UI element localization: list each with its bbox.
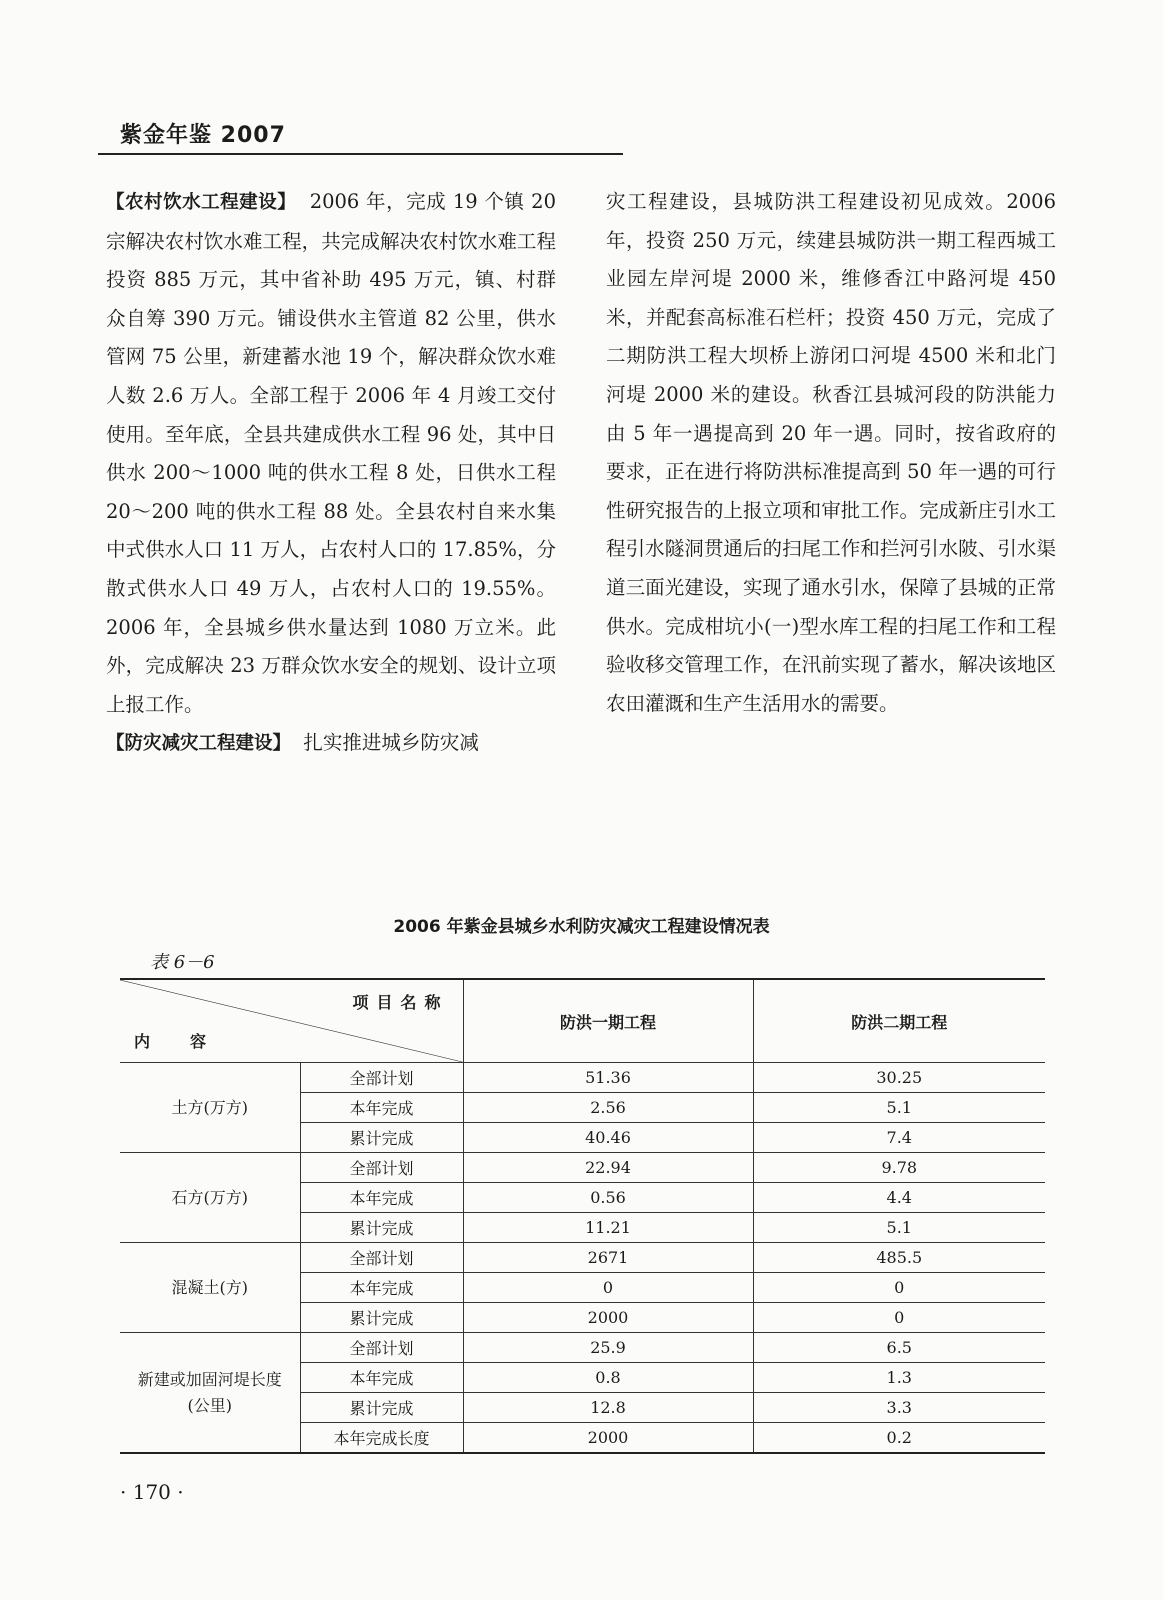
table-row [120,1333,1045,1363]
phase1-value-cell: 25.9 [463,1333,753,1363]
paragraph-disaster-prevention [106,724,556,764]
right-column [606,183,1056,723]
phase2-value-cell: 0 [753,1273,1045,1303]
phase2-value-cell: 3.3 [753,1393,1045,1423]
phase1-value-cell: 0.56 [463,1183,753,1213]
phase1-value-cell: 2000 [463,1303,753,1333]
phase1-value-cell: 40.46 [463,1123,753,1153]
category-cell [120,1333,300,1454]
phase1-value-cell: 11.21 [463,1213,753,1243]
item-cell: 本年完成长度 [300,1423,463,1454]
item-cell: 累计完成 [300,1123,463,1153]
table-row [120,1153,1045,1183]
table-header-row [120,979,1045,1063]
phase2-value-cell: 5.1 [753,1213,1045,1243]
item-cell: 累计完成 [300,1213,463,1243]
yearbook-header: 紫金年鉴 2007 [120,123,286,148]
section-title-disaster-prevention: 【防灾减灾工程建设】 [106,733,292,755]
phase2-value-cell: 0 [753,1303,1045,1333]
phase2-value-cell: 30.25 [753,1063,1045,1093]
phase1-value-cell: 22.94 [463,1153,753,1183]
corner-label-item-name: 项目名称 [352,993,449,1012]
phase2-value-cell: 0.2 [753,1423,1045,1454]
table-row [120,1063,1045,1093]
phase1-value-cell: 2000 [463,1423,753,1454]
item-cell: 累计完成 [300,1303,463,1333]
phase2-value-cell: 485.5 [753,1243,1045,1273]
diagonal-corner-cell [120,979,463,1063]
table-title: 2006 年紫金县城乡水利防灾减灾工程建设情况表 [393,917,770,937]
item-cell: 本年完成 [300,1363,463,1393]
paragraph-rural-water [106,183,556,724]
rural-water-text: 2006 年，完成 19 个镇 20 宗解决农村饮水难工程，共完成解决农村饮水难工程投资 885 万元，其中省补助 495 万元，镇、村群众自筹 390 万元。铺设供水主管道 82 公里，供水管网 75 公里，新建蓄水池 19 个，解决群众饮水难人数 2.6 万人。全部工程于 2006 年 4 月竣工交付使用。至年底，全县共建成供水工程 96 处，其中日供水 200～1000 吨的供水工程 8 处，日供水工程 20～200 吨的供水工程 88 处。全县农村自来水集中式供水人口 11 万人，占农村人口的 17.85%，分散式供水人口 49 万人，占农村人口的 19.55%。2006 年，全县城乡供水量达到 1080 万立米。此外，完成解决 23 万群众饮水安全的规划、设计立项上报工作。 [106,190,556,716]
phase1-value-cell: 12.8 [463,1393,753,1423]
table-body [120,1063,1045,1454]
phase1-value-cell: 0 [463,1273,753,1303]
item-cell: 全部计划 [300,1063,463,1093]
paragraph-flood-control: 灾工程建设，县城防洪工程建设初见成效。2006 年，投资 250 万元，续建县城防洪一期工程西城工业园左岸河堤 2000 米，维修香江中路河堤 450 米，并配套高标准石栏杆；投资 450 万元，完成了二期防洪工程大坝桥上游闭口河堤 4500 米和北门河堤 2000 米的建设。秋香江县城河段的防洪能力由 5 年一遇提高到 20 年一遇。同时，按省政府的要求，正在进行将防洪标准提高到 50 年一遇的可行性研究报告的上报立项和审批工作。完成新庄引水工程引水隧洞贯通后的扫尾工作和拦河引水陂、引水渠道三面光建设，实现了通水引水，保障了县城的正常供水。完成柑坑小(一)型水库工程的扫尾工作和工程验收移交管理工作，在汛前实现了蓄水，解决该地区农田灌溉和生产生活用水的需要。 [606,190,1056,715]
table-row [120,1243,1045,1273]
table-label: 表 6－6 [150,952,215,973]
item-cell: 全部计划 [300,1333,463,1363]
item-cell: 本年完成 [300,1093,463,1123]
corner-label-content: 内容 [134,1032,247,1051]
item-cell: 累计完成 [300,1393,463,1423]
section-title-rural-water: 【农村饮水工程建设】 [106,192,297,213]
phase1-value-cell: 51.36 [463,1063,753,1093]
phase2-value-cell: 5.1 [753,1093,1045,1123]
category-unit: (公里) [187,1395,232,1415]
item-cell: 全部计划 [300,1153,463,1183]
category-cell [120,1153,300,1243]
column-header-phase2: 防洪二期工程 [753,979,1045,1063]
item-cell: 全部计划 [300,1243,463,1273]
phase1-value-cell: 0.8 [463,1363,753,1393]
phase2-value-cell: 7.4 [753,1123,1045,1153]
phase2-value-cell: 6.5 [753,1333,1045,1363]
category-name: 土方(万方) [171,1097,248,1117]
column-header-phase1: 防洪一期工程 [463,979,753,1063]
flood-control-table [120,978,1045,1454]
phase2-value-cell: 4.4 [753,1183,1045,1213]
category-cell [120,1063,300,1153]
header-rule [98,153,623,155]
page-number: · 170 · [120,1480,184,1504]
category-name: 混凝土(方) [171,1277,248,1297]
disaster-prevention-text: 扎实推进城乡防灾减 [303,731,479,755]
phase1-value-cell: 2.56 [463,1093,753,1123]
item-cell: 本年完成 [300,1273,463,1303]
left-column [106,183,556,764]
table-container [120,978,1045,1454]
phase2-value-cell: 9.78 [753,1153,1045,1183]
phase1-value-cell: 2671 [463,1243,753,1273]
category-cell [120,1243,300,1333]
category-name: 新建或加固河堤长度 [137,1369,282,1389]
phase2-value-cell: 1.3 [753,1363,1045,1393]
category-name: 石方(万方) [171,1187,248,1207]
item-cell: 本年完成 [300,1183,463,1213]
